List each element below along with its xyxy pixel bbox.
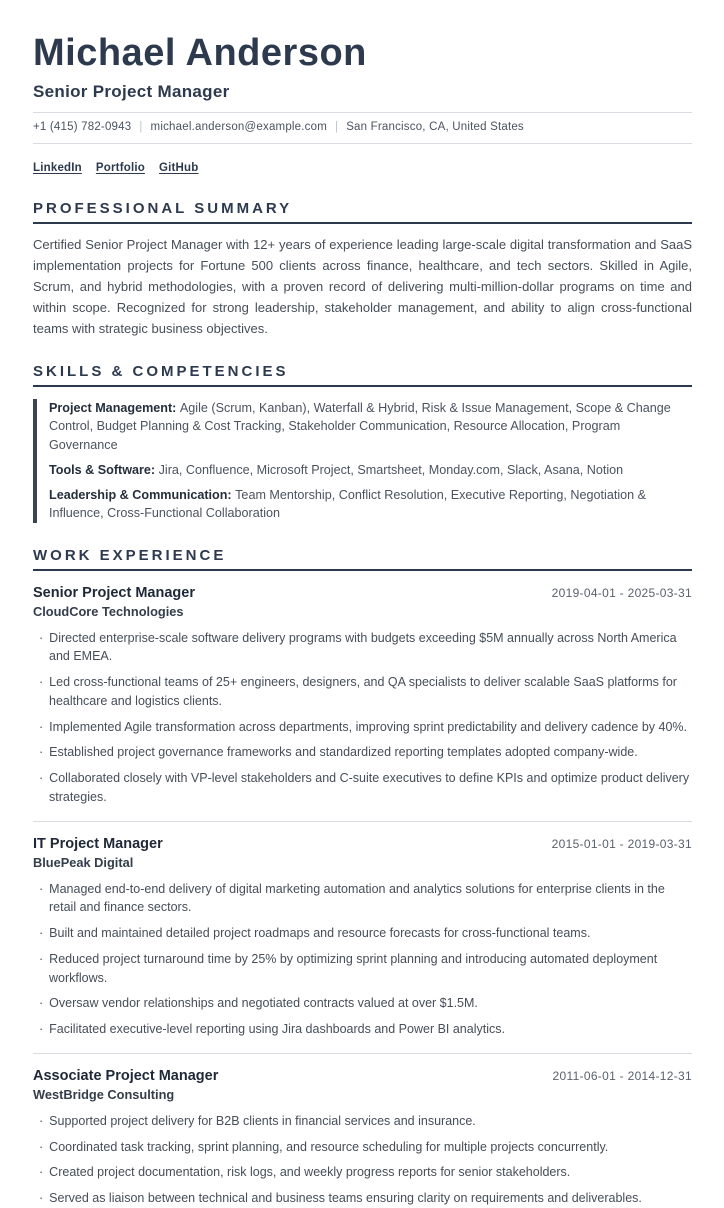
job-head — [33, 1068, 692, 1084]
skill-text: Team Mentorship, Conflict Resolution, Executive Reporting, Negotiation & Influence, Cross-Functional Collaboration — [49, 488, 647, 521]
skill-text: Jira, Confluence, Microsoft Project, Smartsheet, Monday.com, Slack, Asana, Notion — [158, 462, 624, 477]
job-dates: 2011-06-01 - 2014-12-31 — [552, 1068, 692, 1083]
skill-text: Agile (Scrum, Kanban), Waterfall & Hybrid, Risk & Issue Management, Scope & Change Control, Budget Planning & Cost Tracking, Stakeholder Communication, Resource Allocation, Program Governance — [49, 401, 671, 452]
skill-item — [49, 461, 692, 479]
experience-heading: WORK EXPERIENCE — [33, 547, 692, 571]
skill-item — [49, 486, 692, 523]
job-bullet: · Facilitated executive-level reporting using Jira dashboards and Power BI analytics. — [39, 1020, 692, 1039]
job-bullet: · Established project governance frameworks and standardized reporting templates adopted company-wide. — [39, 743, 692, 762]
job-dates: 2015-01-01 - 2019-03-31 — [551, 836, 692, 851]
link-linkedin[interactable]: LinkedIn — [33, 161, 82, 174]
link-portfolio[interactable]: Portfolio — [95, 161, 145, 174]
header-divider-top — [33, 112, 692, 113]
skill-label: Leadership & Communication: — [49, 488, 236, 503]
links-row — [33, 158, 692, 176]
jobs-list — [33, 571, 692, 1208]
job-head — [33, 585, 692, 601]
job-bullet: · Collaborated closely with VP-level stakeholders and C-suite executives to define KPIs and optimize product delivery strategies. — [39, 769, 692, 807]
contact-separator: | — [335, 120, 339, 133]
person-title: Senior Project Manager — [33, 81, 230, 101]
job-dates: 2019-04-01 - 2025-03-31 — [551, 585, 692, 600]
job-bullet: · Reduced project turnaround time by 25% by optimizing sprint planning and introducing automated deployment workflows. — [39, 950, 692, 988]
job-bullet: · Oversaw vendor relationships and negotiated contracts valued at over $1.5M. — [39, 994, 692, 1013]
job-head — [33, 836, 692, 852]
contact-location: San Francisco, CA, United States — [346, 120, 524, 133]
job-bullet: · Coordinated task tracking, sprint planning, and resource scheduling for multiple projects concurrently. — [39, 1138, 692, 1157]
link-github[interactable]: GitHub — [158, 161, 199, 174]
job-role: IT Project Manager — [33, 835, 163, 852]
resume-header — [33, 34, 692, 176]
contact-row — [33, 121, 692, 133]
skill-item — [49, 399, 692, 454]
job-company: WestBridge Consulting — [33, 1086, 175, 1102]
section-professional-summary — [33, 200, 692, 339]
job-entry — [33, 1053, 692, 1208]
job-bullet: · Implemented Agile transformation across departments, improving sprint predictability and delivery cadence by 40%. — [39, 718, 692, 737]
job-bullet: · Directed enterprise-scale software delivery programs with budgets exceeding $5M annually across North America and EMEA. — [39, 629, 692, 667]
job-entry — [33, 821, 692, 1039]
job-bullet: · Served as liaison between technical and business teams ensuring clarity on requirements and deliverables. — [39, 1189, 692, 1208]
person-name: Michael Anderson — [33, 32, 367, 74]
skills-block — [33, 399, 692, 523]
section-work-experience — [33, 547, 692, 1208]
job-bullet: · Built and maintained detailed project roadmaps and resource forecasts for cross-functional teams. — [39, 924, 692, 943]
summary-heading: PROFESSIONAL SUMMARY — [33, 200, 692, 224]
section-skills — [33, 363, 692, 523]
job-role: Associate Project Manager — [33, 1067, 219, 1084]
summary-text: Certified Senior Project Manager with 12+ years of experience leading large-scale digital transformation and SaaS implementation projects for Fortune 500 clients across finance, healthcare, and tech sectors. Skilled in Agile, Scrum, and hybrid methodologies, with a proven record of delivering multi-million-dollar programs on time and within scope. Recognized for strong leadership, stakeholder management, and ability to align cross-functional teams with strategic business objectives. — [33, 236, 692, 337]
job-role: Senior Project Manager — [33, 584, 195, 601]
skill-label: Project Management: — [49, 401, 180, 416]
contact-phone: +1 (415) 782-0943 — [33, 120, 132, 133]
job-entry — [33, 571, 692, 807]
contact-separator: | — [139, 120, 143, 133]
header-divider-bottom — [33, 143, 692, 144]
job-bullet: · Created project documentation, risk logs, and weekly progress reports for senior stakeholders. — [39, 1163, 692, 1182]
job-company: CloudCore Technologies — [33, 603, 184, 619]
skill-label: Tools & Software: — [49, 462, 159, 477]
job-bullets — [33, 1112, 692, 1208]
job-bullet: · Led cross-functional teams of 25+ engineers, designers, and QA specialists to deliver scalable SaaS platforms for healthcare and logistics clients. — [39, 673, 692, 711]
job-company: BluePeak Digital — [33, 854, 134, 870]
job-bullets — [33, 880, 692, 1039]
job-bullets — [33, 629, 692, 807]
job-bullet: · Supported project delivery for B2B clients in financial services and insurance. — [39, 1112, 692, 1131]
skills-heading: SKILLS & COMPETENCIES — [33, 363, 692, 387]
job-bullet: · Managed end-to-end delivery of digital marketing automation and analytics solutions for enterprise clients in the retail and finance sectors. — [39, 880, 692, 918]
contact-email: michael.anderson@example.com — [150, 120, 327, 133]
